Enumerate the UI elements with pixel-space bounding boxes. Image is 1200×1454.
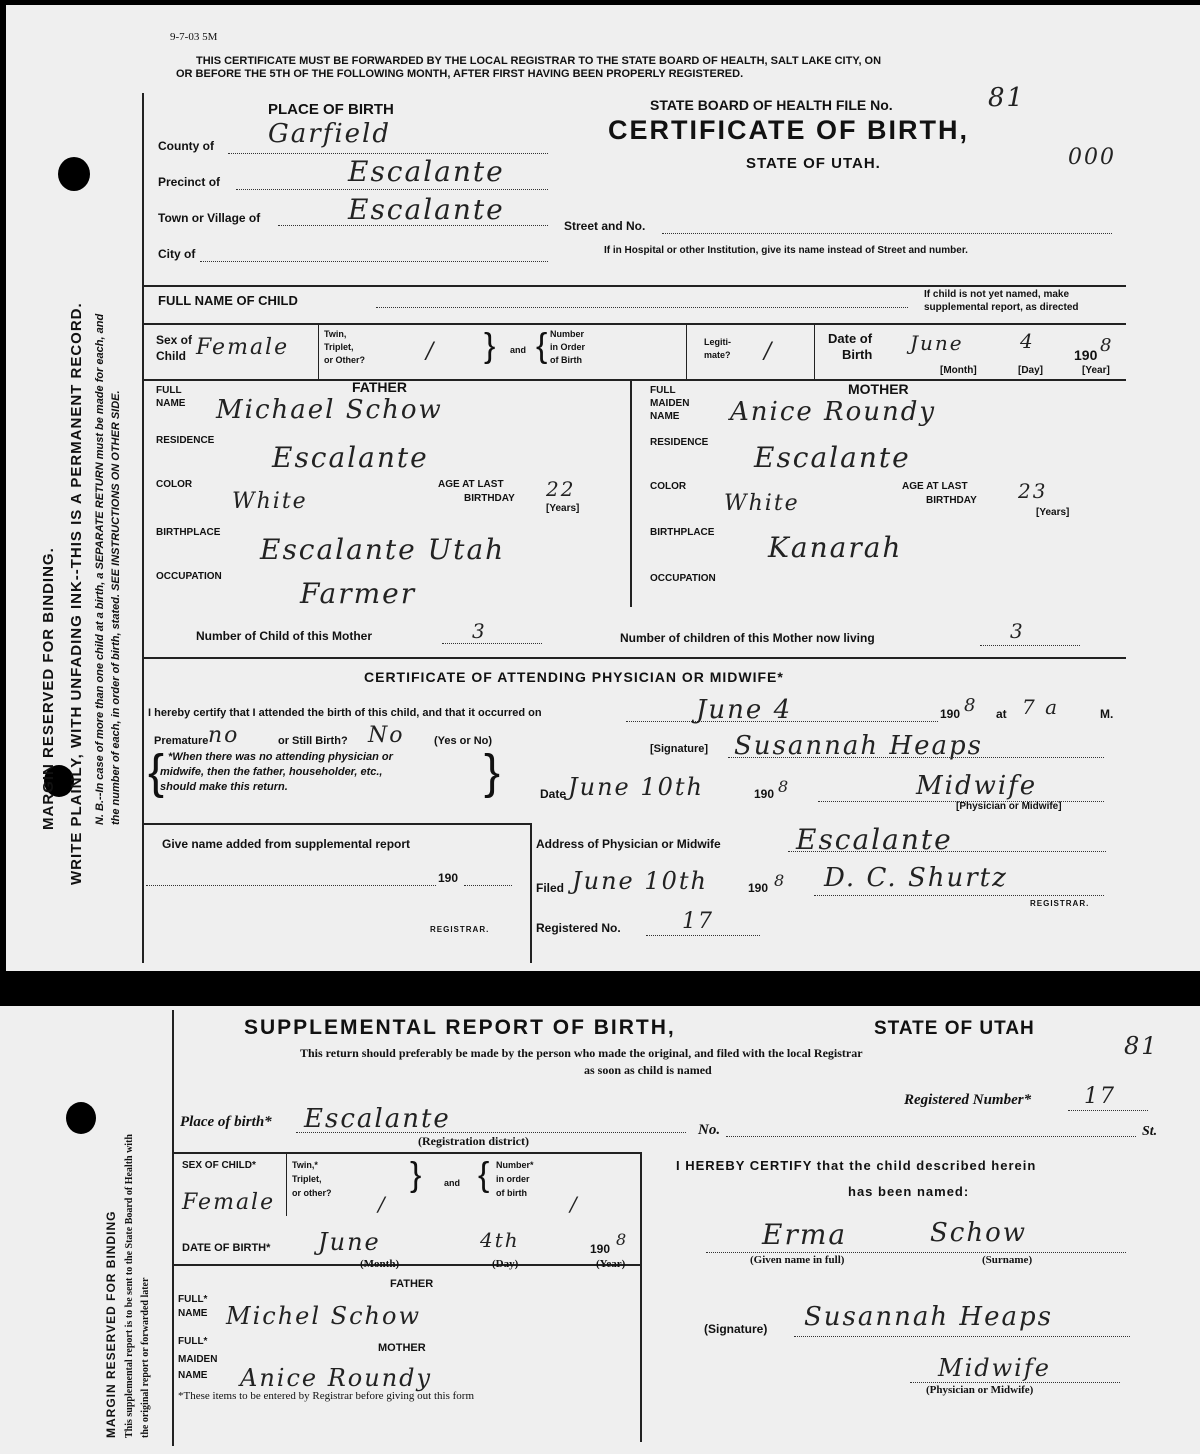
signature-value: Susannah Heaps <box>734 731 983 761</box>
supp-surname: Schow <box>930 1218 1028 1248</box>
dob-label: Date of <box>828 331 873 346</box>
cell-divider <box>318 325 319 379</box>
supp-sub-line-2: as soon as child is named <box>584 1063 712 1077</box>
frame-rule <box>142 285 1126 287</box>
mother-age-label-2: BIRTHDAY <box>926 495 977 506</box>
occurred-time: 7 a <box>1022 695 1060 719</box>
date-label: Date <box>540 787 567 801</box>
supp-file-mark: 81 <box>1124 1032 1159 1060</box>
binding-hole <box>66 1102 96 1134</box>
margin-note-line-1: This supplemental report is to be sent to the State Board of Health with <box>124 1134 135 1438</box>
stillbirth-label: or Still Birth? <box>278 735 348 747</box>
twin-value: / <box>426 339 436 364</box>
notice-line-2: OR BEFORE THE 5TH OF THE FOLLOWING MONTH, AFTER FIRST HAVING BEEN PROPERLY REGISTERED. <box>176 68 744 80</box>
father-age-label-2: BIRTHDAY <box>464 493 515 504</box>
city-label: City of <box>158 247 196 261</box>
birth-certificate: 9-7-03 5M THIS CERTIFICATE MUST BE FORWARDED BY THE LOCAL REGISTRAR TO THE STATE BOARD OF HEALTH, SALT LAKE CITY, ON OR BEFORE THE 5TH OF THE FOLLOWING MONTH, AFTER FIRST HAVING BEEN PROPERLY REGISTERED. MARGIN RESERVED FOR BINDING. WRITE PLAINLY, WITH UNFADING INK--THIS IS A PERMANENT RECORD. N. B.--In case of more than one child at a birth, a SEPARATE RETURN must be made for each, and the number of each, in order of birth, stated. SEE INSTRUCTIONS ON OTHER SIDE. PLACE OF BIRTH STATE BOARD OF HEALTH FILE No. 81 CERTIFICATE OF BIRTH, STATE OF UTAH. 000 County of Garfield Precinct of Escalante Town or Village of Escalante Street and No. City of If in Hospital or other Institution, give its name instead of Street and number. FULL NAME OF CHILD If child is not yet named, make supplemental report, as directed Sex of Child Female Twin, Triplet, or Other? / } and { Number in Order of Birth Legiti- mate? / Date of Birth June 4 190 8 [Month] [Day] [Year] FATHER FULL NAME Michael Schow RESIDENCE Escalante COLOR White AGE AT LAST BIRTHDAY 22 [Years] BIRTHPLACE Escalante Utah OCCUPATION Farmer MOTHER FULL MAIDEN NAME Anice Roundy RESIDENCE Escalante COLOR White AGE AT LAST BIRTHDAY 23 [Years] BIRTHPLACE Kanarah OCCUPATION Number of Child of this Mother 3 Number of children of this Mother now living 3 CERTIFICATE OF ATTENDING PHYSICIAN OR MIDWIFE* I hereby certify that I attended the birth of this child, and that it occurred on June 4 190 8 at 7 a M. Premature no or Still Birth? No (Yes or No) { *When there was no attending physician or midwife, then the father, householder, etc., should make this return. } [Signature] Susannah Heaps Date June 10th 190 8 Midwife [Physician or Midwife] Give name added from supplemental report 190 REGISTRAR. Address of Physician or Midwife Escalante Filed June 10th 190 8 D. C. Shurtz REGISTRAR. Registered No. 17 <box>6 5 1200 971</box>
supp-name-label: Give name added from supplemental report <box>162 837 411 851</box>
sex-label: Sex of <box>156 333 193 347</box>
state-mark: 000 <box>1068 145 1116 170</box>
full-name-label: FULL NAME OF CHILD <box>158 293 298 308</box>
father-name-label: NAME <box>156 398 186 409</box>
father-birthplace: Escalante Utah <box>260 533 506 566</box>
month-label: [Month] <box>940 365 977 376</box>
supp-given-label: (Given name in full) <box>750 1254 845 1266</box>
filed-label: Filed <box>536 881 565 895</box>
binding-hole <box>58 157 90 191</box>
precinct-label: Precinct of <box>158 175 221 189</box>
twin-label-1: Twin, <box>324 329 347 339</box>
filed-registrar-label: REGISTRAR. <box>1030 899 1090 908</box>
filed-year-prefix: 190 <box>748 881 769 895</box>
role-value: Midwife <box>916 771 1038 801</box>
living-label: Number of children of this Mother now living <box>620 631 875 645</box>
notice-line-1: THIS CERTIFICATE MUST BE FORWARDED BY THE LOCAL REGISTRAR TO THE STATE BOARD OF HEALTH, SALT LAKE CITY, ON <box>196 55 882 67</box>
supp-father-name-label: NAME <box>178 1308 208 1319</box>
supp-mother-name: Anice Roundy <box>240 1364 433 1392</box>
father-occupation-label: OCCUPATION <box>156 571 222 582</box>
place-value: Escalante <box>304 1104 451 1134</box>
place-of-birth-heading: PLACE OF BIRTH <box>268 101 394 118</box>
supp-twin-label-1: Twin,* <box>292 1160 318 1170</box>
m-label: M. <box>1100 707 1114 721</box>
supp-certify-line-2: has been named: <box>848 1184 970 1199</box>
county-label: County of <box>158 139 214 153</box>
order-label-1: Number <box>550 329 585 339</box>
mother-years-label: [Years] <box>1036 507 1070 518</box>
supp-year-label: (Year) <box>596 1258 626 1270</box>
supp-mother-heading: MOTHER <box>378 1342 426 1354</box>
stillbirth-value: No <box>368 723 405 748</box>
frame-rule <box>174 1152 642 1154</box>
year-label: [Year] <box>1082 365 1110 376</box>
supp-footnote: *These items to be entered by Registrar before giving out this form <box>178 1390 475 1402</box>
registration-district-label: (Registration district) <box>418 1134 529 1148</box>
dob-year-prefix: 190 <box>1074 347 1098 363</box>
date-year-suffix: 8 <box>778 777 791 796</box>
frame-rule <box>640 1152 642 1442</box>
father-age: 22 <box>546 477 576 501</box>
town-label: Town or Village of <box>158 211 261 225</box>
occurred-year-prefix: 190 <box>940 707 961 721</box>
father-color: White <box>232 489 308 514</box>
mother-birthplace-label: BIRTHPLACE <box>650 527 715 538</box>
supp-father-heading: FATHER <box>390 1278 434 1290</box>
form-code: 9-7-03 5M <box>170 31 218 43</box>
father-occupation: Farmer <box>300 577 417 610</box>
father-age-label: AGE AT LAST <box>438 479 504 490</box>
registered-no-label: Registered No. <box>536 921 621 935</box>
supp-father-full-label: FULL* <box>178 1294 208 1305</box>
supp-role-value: Midwife <box>938 1354 1051 1382</box>
supp-physician-label: (Physician or Midwife) <box>926 1384 1034 1396</box>
mother-residence-label: RESIDENCE <box>650 437 709 448</box>
supp-title: SUPPLEMENTAL REPORT OF BIRTH, <box>244 1016 676 1039</box>
supp-twin-label-2: Triplet, <box>292 1174 322 1184</box>
supp-sub-line-1: This return should preferably be made by the person who made the original, and filed with the local Registrar <box>300 1046 863 1060</box>
supp-dob-month: June <box>318 1228 381 1256</box>
twin-label-2: Triplet, <box>324 342 354 352</box>
margin-reserved-text: MARGIN RESERVED FOR BINDING. <box>40 547 57 830</box>
occurred-year-suffix: 8 <box>964 695 978 716</box>
supp-order-value: / <box>570 1192 579 1216</box>
father-birthplace-label: BIRTHPLACE <box>156 527 221 538</box>
supp-year-prefix: 190 <box>438 871 459 885</box>
child-number-value: 3 <box>472 619 487 643</box>
dob-label-2: Birth <box>842 347 873 362</box>
father-heading: FATHER <box>352 379 407 395</box>
dob-month: June <box>910 331 964 355</box>
mother-heading: MOTHER <box>848 381 909 397</box>
certify-text: I hereby certify that I attended the birth of this child, and that it occurred on <box>148 707 542 719</box>
supp-mother-name-label: NAME <box>178 1370 208 1381</box>
supp-twin-label-3: or other? <box>292 1188 332 1198</box>
mother-residence: Escalante <box>754 441 911 474</box>
supp-order-label-2: in order <box>496 1174 530 1184</box>
street-label: Street and No. <box>564 219 646 233</box>
margin-note-line-2: the original report or forwarded later <box>140 1277 151 1438</box>
nb-note-line-2: the number of each, in order of birth, stated. SEE INSTRUCTIONS ON OTHER SIDE. <box>110 390 122 825</box>
supp-and-label: and <box>444 1178 461 1188</box>
supplemental-report: MARGIN RESERVED FOR BINDING This supplemental report is to be sent to the State Board of Health with the original report or forwarded later SUPPLEMENTAL REPORT OF BIRTH, STATE OF UTAH 81 This return should preferably be made by the person who made the original, and filed with the local Registrar as soon as child is named Registered Number* 17 Place of birth* Escalante (Registration district) No. St. SEX OF CHILD* Female Twin,* Triplet, or other? / } and { Number* in order of birth / DATE OF BIRTH* June 4th 190 8 (Month) (Day) (Year) FATHER FULL* NAME Michel Schow MOTHER FULL* MAIDEN NAME Anice Roundy *These items to be entered by Registrar before giving out this form I HEREBY CERTIFY that the child described herein has been named: Erma Schow (Given name in full) (Surname) (Signature) Susannah Heaps Midwife (Physician or Midwife) <box>0 1006 1200 1454</box>
supp-order-label-3: of birth <box>496 1188 527 1198</box>
note-line-1: *When there was no attending physician or <box>168 751 393 763</box>
legit-label-1: Legiti- <box>704 337 731 347</box>
mother-age: 23 <box>1018 479 1048 503</box>
certificate-title: CERTIFICATE OF BIRTH, <box>608 115 969 145</box>
frame-rule <box>142 657 1126 659</box>
registrar-label: REGISTRAR. <box>430 925 490 934</box>
supp-sex-label: SEX OF CHILD* <box>182 1160 256 1171</box>
mother-color: White <box>724 491 800 516</box>
parents-divider <box>630 381 632 607</box>
legit-label-2: mate? <box>704 350 731 360</box>
margin-reserved-text: MARGIN RESERVED FOR BINDING <box>104 1210 118 1438</box>
no-label: No. <box>698 1122 721 1138</box>
sex-value: Female <box>196 335 290 360</box>
date-value: June 10th <box>568 773 705 801</box>
frame-rule <box>174 1264 642 1266</box>
supp-dob-year-suffix: 8 <box>616 1230 629 1249</box>
filed-value: June 10th <box>572 867 709 895</box>
supp-mother-full-label: FULL* <box>178 1336 208 1347</box>
cell-divider <box>686 325 687 379</box>
supp-signature-value: Susannah Heaps <box>804 1302 1053 1332</box>
at-label: at <box>996 707 1007 721</box>
frame-left <box>142 93 144 963</box>
sex-label-2: Child <box>156 349 186 363</box>
unnamed-note-1: If child is not yet named, make <box>924 289 1070 300</box>
address-label: Address of Physician or Midwife <box>536 837 721 851</box>
nb-note-line-1: N. B.--In case of more than one child at a birth, a SEPARATE RETURN must be made for each, and <box>94 313 106 825</box>
hospital-note: If in Hospital or other Institution, give its name instead of Street and number. <box>604 245 968 256</box>
premature-value: no <box>208 723 240 748</box>
state-label: STATE OF UTAH. <box>746 155 881 172</box>
frame-rule <box>142 379 1126 381</box>
mother-color-label: COLOR <box>650 481 687 492</box>
supp-title-state: STATE OF UTAH <box>874 1018 1035 1039</box>
father-full-label: FULL <box>156 385 182 396</box>
supp-sex-value: Female <box>182 1190 276 1215</box>
frame-rule <box>530 823 532 963</box>
date-year-prefix: 190 <box>754 787 775 801</box>
and-label: and <box>510 345 527 355</box>
mother-maiden-label: MAIDEN <box>650 398 690 409</box>
order-label-3: of Birth <box>550 355 582 365</box>
signature-label: [Signature] <box>650 743 709 755</box>
father-color-label: COLOR <box>156 479 193 490</box>
supp-mother-maiden-label: MAIDEN <box>178 1354 218 1365</box>
yes-no-label: (Yes or No) <box>434 735 493 747</box>
supp-day-label: (Day) <box>492 1258 519 1270</box>
frame-left <box>172 1010 174 1446</box>
mother-full-label: FULL <box>650 385 676 396</box>
filed-registrar-value: D. C. Shurtz <box>824 863 1008 893</box>
supp-surname-label: (Surname) <box>982 1254 1033 1266</box>
dob-day: 4 <box>1020 329 1035 353</box>
supp-order-label-1: Number* <box>496 1160 534 1170</box>
supp-dob-year-prefix: 190 <box>590 1242 611 1256</box>
unnamed-note-2: supplemental report, as directed <box>924 302 1079 313</box>
day-label: [Day] <box>1018 365 1044 376</box>
order-label-2: in Order <box>550 342 586 352</box>
supp-signature-label: (Signature) <box>704 1322 768 1336</box>
mother-occupation-label: OCCUPATION <box>650 573 716 584</box>
living-value: 3 <box>1010 619 1025 643</box>
note-line-2: midwife, then the father, householder, etc., <box>160 766 383 778</box>
supp-dob-day: 4th <box>480 1228 520 1252</box>
frame-rule <box>142 823 532 825</box>
mother-name: Anice Roundy <box>730 397 937 427</box>
dob-year-suffix: 8 <box>1100 335 1114 356</box>
registered-number-value: 17 <box>1084 1084 1116 1109</box>
mother-birthplace: Kanarah <box>768 531 903 564</box>
st-label: St. <box>1142 1124 1158 1139</box>
twin-label-3: or Other? <box>324 355 366 365</box>
supp-father-name: Michel Schow <box>226 1302 421 1330</box>
father-residence: Escalante <box>272 441 429 474</box>
supp-certify-line-1: I HEREBY CERTIFY that the child described herein <box>676 1158 1037 1173</box>
mother-age-label: AGE AT LAST <box>902 481 968 492</box>
supp-twin-value: / <box>378 1192 387 1216</box>
occurred-date: June 4 <box>696 695 793 725</box>
town-value: Escalante <box>348 193 505 226</box>
place-label: Place of birth* <box>180 1114 272 1130</box>
filed-year-suffix: 8 <box>774 871 787 890</box>
cell-divider <box>814 325 815 379</box>
supp-dob-label: DATE OF BIRTH* <box>182 1242 271 1254</box>
note-line-3: should make this return. <box>160 781 288 793</box>
file-no-value: 81 <box>988 83 1026 113</box>
file-no-label: STATE BOARD OF HEALTH FILE No. <box>650 97 893 113</box>
legit-value: / <box>764 339 774 364</box>
premature-label: Premature <box>154 735 209 747</box>
father-residence-label: RESIDENCE <box>156 435 215 446</box>
child-number-label: Number of Child of this Mother <box>196 629 372 643</box>
supp-month-label: (Month) <box>360 1258 400 1270</box>
mother-name-label: NAME <box>650 411 680 422</box>
address-value: Escalante <box>796 823 953 856</box>
county-value: Garfield <box>268 119 391 149</box>
write-plainly-text: WRITE PLAINLY, WITH UNFADING INK--THIS IS A PERMANENT RECORD. <box>68 302 85 885</box>
frame-rule <box>142 323 1126 325</box>
father-years-label: [Years] <box>546 503 580 514</box>
registered-no-value: 17 <box>682 909 714 934</box>
physician-or-midwife-label: [Physician or Midwife] <box>956 801 1062 812</box>
registered-number-label: Registered Number* <box>904 1092 1032 1108</box>
father-name: Michael Schow <box>216 395 443 425</box>
precinct-value: Escalante <box>348 155 505 188</box>
supp-given-name: Erma <box>762 1218 848 1251</box>
physician-heading: CERTIFICATE OF ATTENDING PHYSICIAN OR MIDWIFE* <box>364 669 784 685</box>
